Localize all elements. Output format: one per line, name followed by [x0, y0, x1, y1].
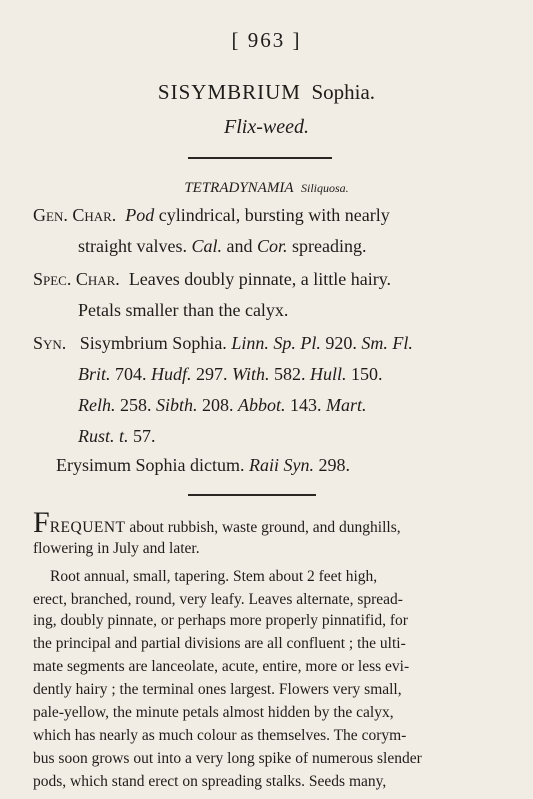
syn-line-1: [33, 333, 413, 354]
description-line-12: pods, which stand erect on spreading stalks. Seeds many,: [33, 773, 387, 790]
syn-ref: Hull.: [310, 364, 347, 384]
genus-name: SISYMBRIUM: [157, 80, 301, 104]
syn-text: 704.: [110, 364, 152, 384]
drop-cap: F: [33, 506, 50, 539]
syn-line-3: [78, 395, 367, 416]
syn-text: 57.: [128, 426, 156, 446]
syn-text: 298.: [314, 455, 350, 475]
gen-char-term: Cor.: [257, 236, 288, 256]
description-line-7: mate segments are lanceolate, acute, entire, more or less evi-: [33, 658, 410, 675]
syn-ref: Abbot.: [238, 395, 286, 415]
page-title: [0, 80, 533, 105]
syn-text: 143.: [285, 395, 327, 415]
description-line-10: which has nearly as much colour as themselves. The corym-: [33, 727, 407, 744]
syn-line-4: [78, 426, 156, 447]
syn-ref: Sibth.: [156, 395, 198, 415]
syn-ref: Sm. Fl.: [361, 333, 413, 353]
syn-text: 208.: [197, 395, 239, 415]
syn-ref: Raii Syn.: [249, 455, 314, 475]
syn-ref: Relh.: [78, 395, 116, 415]
gen-char-label: Gen. Char.: [33, 205, 117, 225]
gen-char-text: spreading.: [287, 236, 367, 256]
divider-bottom: [188, 494, 316, 496]
syn-ref: Linn. Sp. Pl.: [231, 333, 321, 353]
lead-word: REQUENT: [49, 519, 126, 536]
syn-line-5: [56, 455, 350, 476]
description-line-2: flowering in July and later.: [33, 540, 200, 557]
spec-char-label: Spec. Char.: [33, 269, 120, 289]
species-name: Sophia.: [311, 80, 376, 104]
common-name: Flix-weed.: [224, 116, 309, 138]
spec-char-line-2: Petals smaller than the calyx.: [78, 300, 289, 320]
syn-text: 920.: [320, 333, 362, 353]
syn-text: Erysimum Sophia dictum.: [56, 455, 249, 475]
classification: [0, 180, 533, 197]
syn-text: Sisymbrium Sophia.: [79, 333, 232, 353]
page-number: [ 963 ]: [231, 28, 302, 52]
syn-label: Syn.: [33, 333, 67, 353]
spec-char-line-1: [33, 269, 391, 290]
syn-text: 150.: [346, 364, 383, 384]
syn-ref: Brit.: [78, 364, 111, 384]
divider-top: [188, 157, 332, 159]
syn-line-2: [78, 364, 383, 385]
gen-char-text: and: [222, 236, 257, 256]
syn-text: 582.: [269, 364, 311, 384]
description-text: about rubbish, waste ground, and dunghills,: [125, 519, 401, 536]
description-line-1: [33, 508, 401, 538]
syn-ref: Mart.: [326, 395, 367, 415]
gen-char-text: cylindrical, bursting with nearly: [154, 205, 390, 225]
description-line-5: ing, doubly pinnate, or perhaps more properly pinnatifid, for: [33, 612, 408, 629]
syn-text: 297.: [191, 364, 233, 384]
description-line-11: bus soon grows out into a very long spike of numerous slender: [33, 750, 422, 767]
gen-char-line-1: [33, 205, 390, 226]
syn-text: 258.: [115, 395, 156, 415]
gen-char-term: Pod: [125, 205, 155, 225]
spec-char-text: Leaves doubly pinnate, a little hairy.: [128, 269, 392, 289]
description-line-3: Root annual, small, tapering. Stem about 2 feet high,: [50, 568, 378, 585]
description-line-4: erect, branched, round, very leafy. Leaves alternate, spread-: [33, 591, 403, 608]
class-name: TETRADYNAMIA: [184, 180, 294, 196]
gen-char-line-2: [78, 236, 367, 257]
description-line-6: the principal and partial divisions are all confluent ; the ulti-: [33, 635, 406, 652]
syn-ref: Hudf.: [151, 364, 192, 384]
description-line-9: pale-yellow, the minute petals almost hidden by the calyx,: [33, 704, 394, 721]
gen-char-text: straight valves.: [78, 236, 192, 256]
order-name: Siliquosa.: [301, 181, 349, 195]
syn-ref: Rust. t.: [78, 426, 129, 446]
syn-ref: With.: [232, 364, 270, 384]
description-line-8: dently hairy ; the terminal ones largest. Flowers very small,: [33, 681, 402, 698]
gen-char-term: Cal.: [191, 236, 222, 256]
